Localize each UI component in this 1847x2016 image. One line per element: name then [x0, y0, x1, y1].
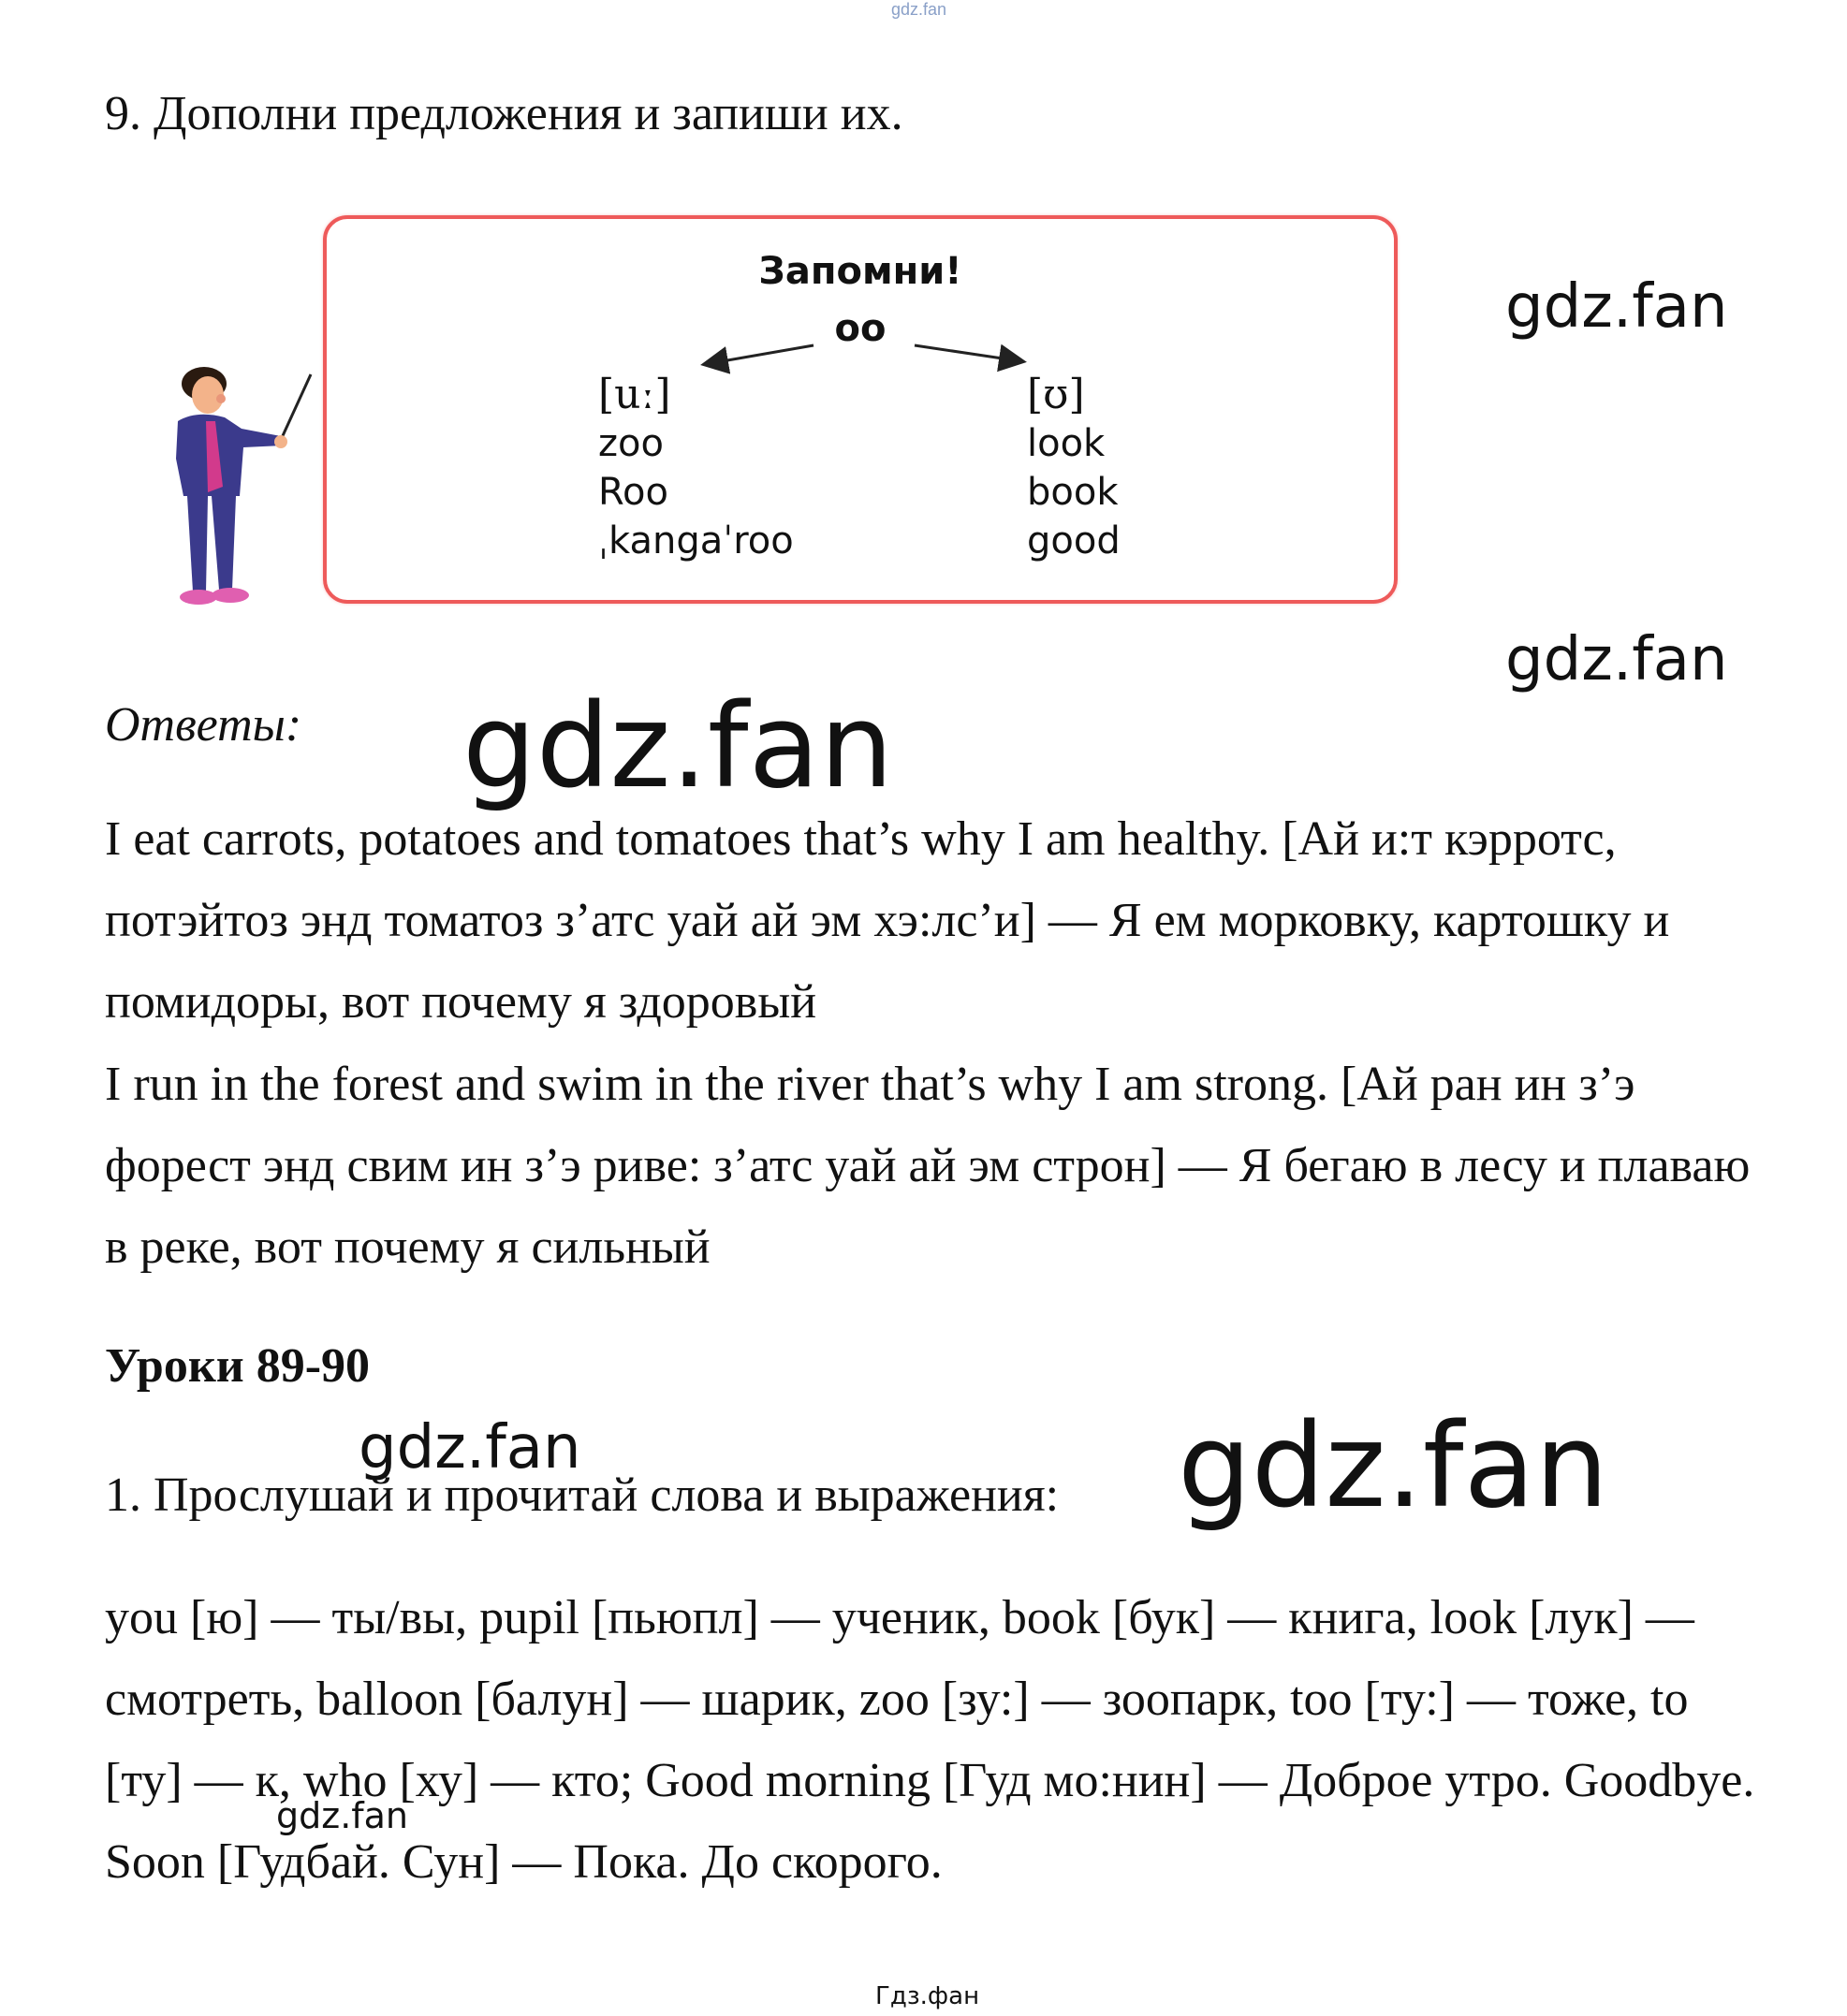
answers-label: Ответы: — [105, 698, 302, 752]
rule-letters: oo — [834, 307, 887, 350]
remember-rule-box — [323, 215, 1398, 604]
task-1-title: 1. Прослушай и прочитай слова и выражения: — [105, 1468, 1060, 1522]
footer-watermark: Гдз.фан — [875, 1982, 980, 2010]
vocabulary-paragraph: you [ю] — ты/вы, pupil [пьюпл] — ученик, book [бук] — книга, look [лук] — смотреть, balloon [балун] — шарик, zoo [зу:] — зоопарк, too [ту:] — тоже, to [ту] — к, who [ху] — кто; Good morning [Гуд мо:нин] — Доброе утро. Goodbye. Soon [Гудбай. Сун] — Пока. До скорого. — [105, 1591, 1755, 1889]
rule-heading: Запомни! — [758, 250, 962, 293]
example-word: book — [1027, 471, 1119, 514]
watermark: gdz.fan — [1505, 272, 1728, 342]
short-u-column — [1027, 371, 1121, 565]
example-word: look — [1027, 422, 1106, 465]
example-word: Roo — [598, 471, 668, 514]
example-word: good — [1027, 519, 1121, 562]
answer-paragraph: I run in the forest and swim in the river that’s why I am strong. [Ай ран ин з’э форест энд свим ин з’э риве: з’атс уай ай эм строн] — Я бегаю в лесу и плаваю в реке, вот почему я сильный — [105, 1058, 1751, 1274]
watermark: gdz.fan — [1178, 1399, 1609, 1534]
task-9-title: 9. Дополни предложения и запиши их. — [105, 87, 903, 140]
example-word: zoo — [598, 422, 664, 465]
watermark: gdz.fan — [359, 1413, 581, 1483]
watermark: gdz.fan — [1505, 625, 1728, 694]
lesson-title: Уроки 89-90 — [105, 1339, 371, 1393]
header-watermark: gdz.fan — [891, 0, 947, 19]
teacher-illustration — [150, 356, 328, 613]
answer-paragraph: I eat carrots, potatoes and tomatoes that’s why I am healthy. [Ай и:т кэрротс, потэйтоз энд томатоз з’атс уай ай эм хэ:лс’и] — Я ем морковку, картошку и помидоры, вот почему я здоровый — [105, 812, 1670, 1029]
watermark: gdz.fan — [276, 1795, 409, 1836]
phoneme-long-u: [uː] — [598, 371, 671, 418]
example-word: ˌkangaˈroo — [598, 519, 794, 562]
phoneme-short-u: [ʊ] — [1027, 371, 1085, 418]
watermark: gdz.fan — [462, 679, 894, 814]
long-u-column — [598, 371, 794, 565]
